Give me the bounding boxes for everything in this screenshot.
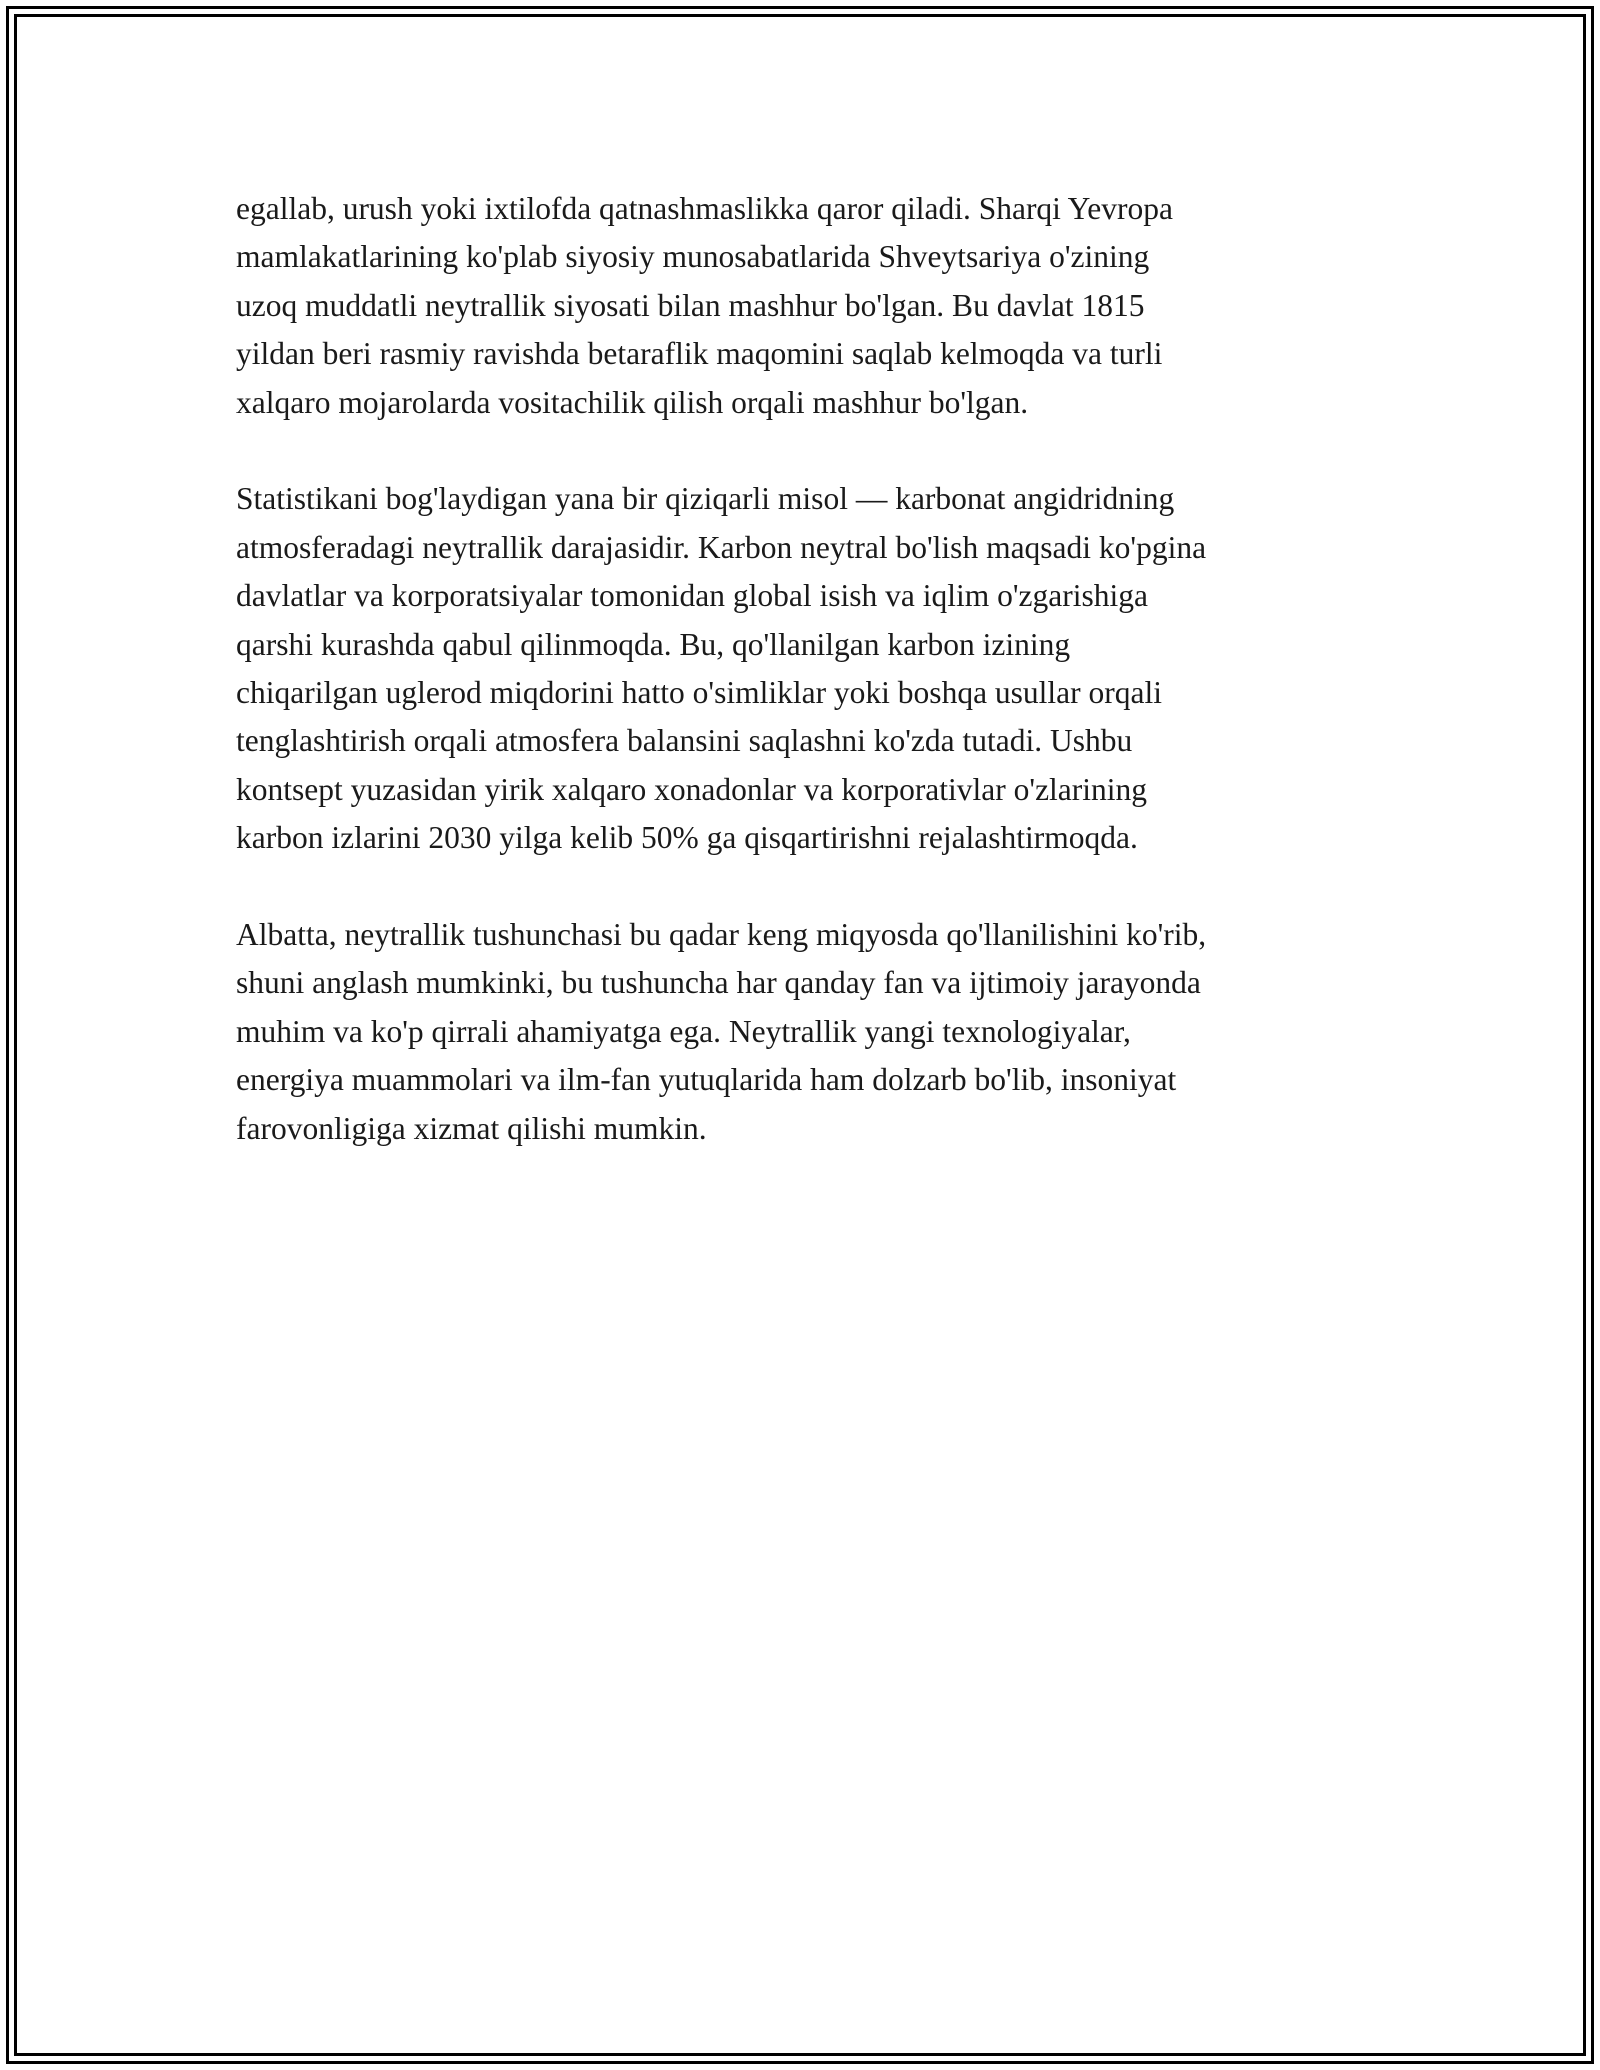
text-line: farovonligiga xizmat qilishi mumkin. xyxy=(236,1110,707,1146)
text-line: karbon izlarini 2030 yilga kelib 50% ga qisqartirishni rejalashtirmoqda. xyxy=(236,820,1138,856)
text-line: yildan beri rasmiy ravishda betaraflik maqomini saqlab kelmoqda va turli xyxy=(236,336,1163,372)
text-line: energiya muammolari va ilm-fan yutuqlarida ham dolzarb bo'lib, insoniyat xyxy=(236,1062,1177,1098)
paragraph-neutrality-switzerland xyxy=(236,185,1386,427)
text-line: shuni anglash mumkinki, bu tushuncha har qanday fan va ijtimoiy jarayonda xyxy=(236,965,1201,1001)
text-line: egallab, urush yoki ixtilofda qatnashmaslikka qaror qiladi. Sharqi Yevropa xyxy=(236,191,1173,226)
text-line: xalqaro mojarolarda vositachilik qilish orqali mashhur bo'lgan. xyxy=(236,384,1029,420)
text-line: kontsept yuzasidan yirik xalqaro xonadonlar va korporativlar o'zlarining xyxy=(236,771,1148,807)
document-body xyxy=(236,185,1386,1201)
text-line: mamlakatlarining ko'plab siyosiy munosabatlarida Shveytsariya o'zining xyxy=(236,239,1150,275)
text-line: Albatta, neytrallik tushunchasi bu qadar keng miqyosda qo'llanilishini ko'rib, xyxy=(236,917,1207,953)
text-line: tenglashtirish orqali atmosfera balansini saqlashni ko'zda tutadi. Ushbu xyxy=(236,723,1133,759)
text-line: davlatlar va korporatsiyalar tomonidan global isish va iqlim o'zgarishiga xyxy=(236,578,1148,614)
text-line: uzoq muddatli neytrallik siyosati bilan mashhur bo'lgan. Bu davlat 1815 xyxy=(236,287,1145,323)
paragraph-carbon-neutrality xyxy=(236,475,1386,862)
text-line: chiqarilgan uglerod miqdorini hatto o'simliklar yoki boshqa usullar orqali xyxy=(236,675,1163,711)
text-line: atmosferadagi neytrallik darajasidir. Karbon neytral bo'lish maqsadi ko'pgina xyxy=(236,529,1207,565)
text-line: qarshi kurashda qabul qilinmoqda. Bu, qo'llanilgan karbon izining xyxy=(236,626,1071,662)
text-line: muhim va ko'p qirrali ahamiyatga ega. Neytrallik yangi texnologiyalar, xyxy=(236,1013,1131,1049)
text-line: Statistikani bog'laydigan yana bir qiziqarli misol — karbonat angidridning xyxy=(236,481,1175,517)
paragraph-conclusion xyxy=(236,911,1386,1153)
